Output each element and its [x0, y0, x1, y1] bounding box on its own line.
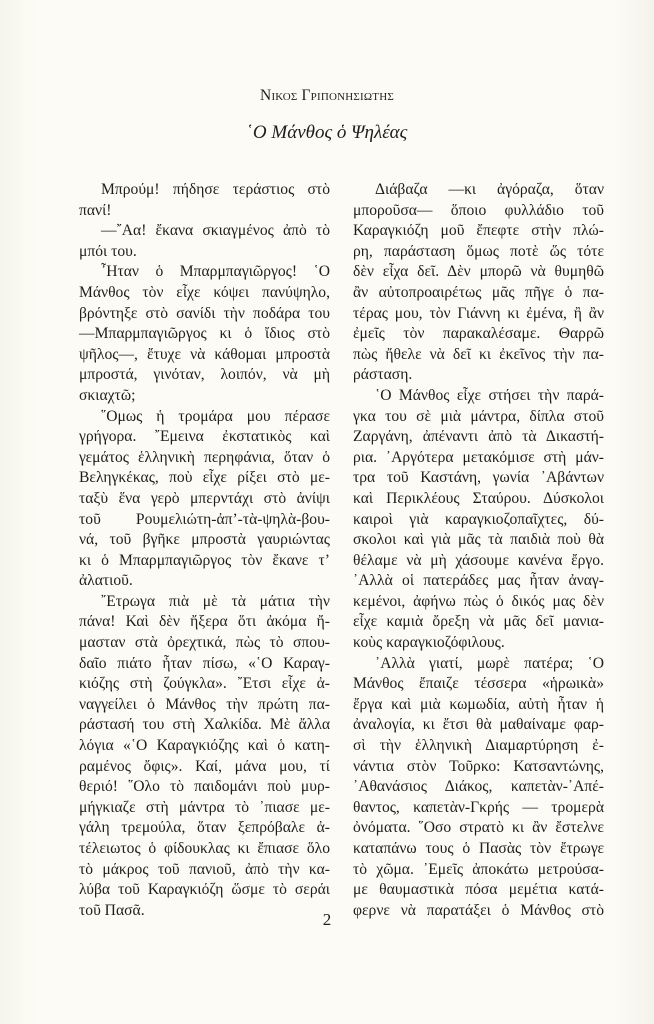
text-line: πανί! — [79, 201, 112, 219]
text-line: ἀλατιοῦ. — [79, 572, 133, 590]
text-line: ρη, παράσταση ὅμως ποτὲ ὥς τότε — [353, 242, 604, 260]
text-line: σκιαχτῶ; — [79, 386, 136, 404]
text-line: τοῦ Πασᾶ. — [79, 901, 145, 919]
right-text-column — [353, 180, 604, 921]
text-line: θαντος, καπετὰν-Γκρής — τρομερὰ — [353, 798, 604, 816]
text-line: ράστασή του στὴ Χαλκίδα. Μὲ ἄλλα — [79, 716, 330, 734]
text-line: βρόντηξε στὸ σανίδι τὴν ποδάρα του — [79, 304, 330, 322]
text-line: νά, τοῦ βγῆκε μπροστὰ γαυριώντας — [79, 531, 330, 549]
text-line: ταξὺ ἕνα γερὸ μπερντάχι στὸ ἀνίψι — [79, 489, 330, 507]
text-line: γάλη τρεμούλα, ὅταν ξεπρόβαλε ἀ- — [79, 819, 330, 837]
left-text-column — [79, 180, 330, 921]
text-line: ῎Ετρωγα πιὰ μὲ τὰ μάτια τὴν — [101, 592, 330, 610]
text-line: κιόζης στὴ ζούγκλα». ῎Ετσι εἶχε ἀ- — [79, 675, 330, 693]
text-line: τέλειωτος ὁ φίδουκλας κι ἔπιασε ὅλο — [79, 840, 330, 857]
text-line: ἀναλογία, κι ἔτσι θὰ μαθαίναμε φαρ- — [353, 716, 604, 734]
text-line: θέλαμε νὰ μὴ χάσουμε κανένα ἔργο. — [353, 551, 604, 569]
text-line: μπροστά, γινόταν, λοιπόν, νὰ μὴ — [79, 366, 330, 384]
text-line: ᾿Αλλὰ οἱ πατεράδες μας ἦταν ἀναγ- — [353, 572, 604, 590]
text-line: σκολοι καὶ γιὰ μᾶς τὰ παιδιὰ ποὺ θὰ — [353, 531, 604, 549]
text-line: ραμένος ὄφις». Καί, μάνα μου, τί — [79, 757, 330, 775]
text-line: με θαυμαστικὰ πόσα μεμέτια κατά- — [353, 881, 604, 899]
text-line: τὸ χῶμα. ᾿Εμεῖς ἀποκάτω μετρούσα- — [353, 860, 604, 878]
text-line: θεριό! ῞Ολο τὸ παιδομάνι ποὺ μυρ- — [79, 778, 330, 796]
text-line: πάνα! Καὶ δὲν ἤξερα ὅτι ἀκόμα ἤ- — [79, 613, 330, 631]
text-line: εἶχε καμιὰ ὄρεξη νὰ μᾶς δεῖ μανια- — [353, 613, 604, 631]
text-line: καταπάνω τους ὁ Πασὰς τὸν ἔτρωγε — [353, 840, 604, 857]
text-line: ἔργα καὶ μιὰ κωμωδία, αὐτὴ ἦταν ἡ — [353, 695, 604, 713]
text-line: ῏Ηταν ὁ Μπαρμπαγιῶργος! ῾Ο — [101, 263, 330, 281]
text-line: φερνε νὰ παρατάξει ὁ Μάνθος στὸ — [353, 901, 604, 919]
text-line: μπόι του. — [79, 242, 137, 260]
text-line: Διάβαζα —κι ἀγόραζα, ὅταν — [375, 181, 604, 198]
author-name: Νικος Γριπονησιωτης — [260, 87, 394, 104]
text-line: λόγια «῾Ο Καραγκιόζης καὶ ὁ κατη- — [79, 737, 330, 755]
text-line: ἐμεῖς τὸν παρακαλέσαμε. Θαρρῶ — [353, 325, 604, 343]
text-line: γρήγορα. ῎Εμεινα ἐκστατικὸς καὶ — [79, 428, 330, 446]
text-line: ῾Ο Μάνθος εἶχε στήσει τὴν παρά- — [375, 386, 604, 404]
text-line: τὸ μάκρος τοῦ πανιοῦ, ἀπὸ τὴν κα- — [79, 860, 330, 878]
text-line: κι ὁ Μπαρμπαγιῶργος τὸν ἔκανε τ’ — [79, 551, 330, 569]
text-line: λύβα τοῦ Καραγκιόζη ὥσμε τὸ σεράι — [79, 881, 330, 899]
text-line: ᾿Αθανάσιος Διάκος, καπετὰν-᾿Απέ- — [353, 778, 604, 796]
text-line: —Μπαρμπαγιῶργος κι ὁ ἴδιος στὸ — [79, 325, 330, 343]
text-line: ψῆλος—, ἔτυχε νὰ κάθομαι μπροστὰ — [79, 345, 330, 363]
text-line: —῎Αα! ἔκανα σκιαγμένος ἀπὸ τὸ — [101, 222, 330, 240]
text-line: ναγγείλει ὁ Μάνθος τὴν πρώτη πα- — [79, 695, 330, 713]
text-line: πὼς ἤθελε νὰ δεῖ κι ἐκεῖνος τὴν πα- — [353, 345, 604, 363]
text-line: ὀνόματα. ῞Οσο στρατὸ κι ἂν ἔστελνε — [353, 819, 604, 837]
page-number: 2 — [322, 910, 332, 929]
text-line: δαῖο πιάτο ἦταν πίσω, «῾Ο Καραγ- — [79, 654, 330, 672]
text-line: μποροῦσα— ὅποιο φυλλάδιο τοῦ — [353, 201, 604, 219]
text-line: γεμάτος ἑλληνικὴ περηφάνια, ὅταν ὁ — [79, 448, 330, 466]
text-line: ρια. ᾿Αργότερα μετακόμισε στὴ μάν- — [353, 448, 604, 466]
text-line: Βεληγκέκας, ποὺ εἶχε ρίξει στὸ με- — [79, 469, 330, 487]
text-line: ᾿Αλλὰ γιατί, μωρὲ πατέρα; ῾Ο — [375, 654, 604, 672]
text-line: ἂν αὐτοπροαιρέτως μᾶς πῆγε ὁ πα- — [353, 283, 604, 301]
text-line: Μάνθος τὸν εἶχε κόψει πανύψηλο, — [79, 283, 330, 301]
text-line: ράσταση. — [353, 366, 413, 384]
text-line: κεμένοι, ἀφήνω πὼς ὁ δικός μας δὲν — [353, 592, 604, 610]
text-line: νάντια στὸν Τοῦρκο: Κατσαντώνης, — [353, 757, 604, 775]
text-line: Ζαργάνη, ἀπέναντι ἀπὸ τὰ Δικαστή- — [353, 428, 604, 446]
text-line: δὲν εἶχα δεῖ. Δὲν μπορῶ νὰ θυμηθῶ — [353, 263, 604, 281]
text-line: Μάνθος ἔπαιζε τέσσερα «ἡρωικὰ» — [353, 675, 604, 693]
text-line: γκα του σὲ μιὰ μάντρα, δίπλα στοῦ — [353, 407, 604, 425]
text-line: τέρας μου, τὸν Γιάννη κι ἐμένα, ἢ ἂν — [353, 304, 604, 322]
text-line: ῞Ομως ἡ τρομάρα μου πέρασε — [101, 407, 330, 425]
text-line: καὶ Περικλέους Σταύρου. Δύσκολοι — [353, 489, 604, 507]
text-line: μασταν στὰ ὀρεχτικά, πὼς τὸ σπου- — [79, 634, 330, 652]
text-line: κοὺς καραγκιοζόφιλους. — [353, 634, 505, 652]
text-line: τοῦ Ρουμελιώτη-ἀπ’-τὰ-ψηλὰ-βου- — [79, 510, 330, 528]
text-line: Καραγκιόζη μοῦ ἔπεφτε στὴν πλώ- — [353, 222, 604, 240]
story-title: ῾Ο Μάνθος ὁ Ψηλέας — [246, 122, 408, 143]
text-line: σὶ τὴν ἑλληνικὴ Διαμαρτύρηση ἐ- — [353, 737, 604, 755]
text-line: Μπρούμ! πήδησε τεράστιος στὸ — [101, 181, 330, 198]
text-line: καιροὶ γιὰ καραγκιοζοπαῖχτες, δύ- — [353, 510, 604, 528]
text-line: μήγκιαζε στὴ μάντρα τὸ ᾽πιασε με- — [79, 798, 330, 816]
text-line: τρα τοῦ Καστάνη, γωνία ᾿Αβάντων — [353, 469, 604, 487]
